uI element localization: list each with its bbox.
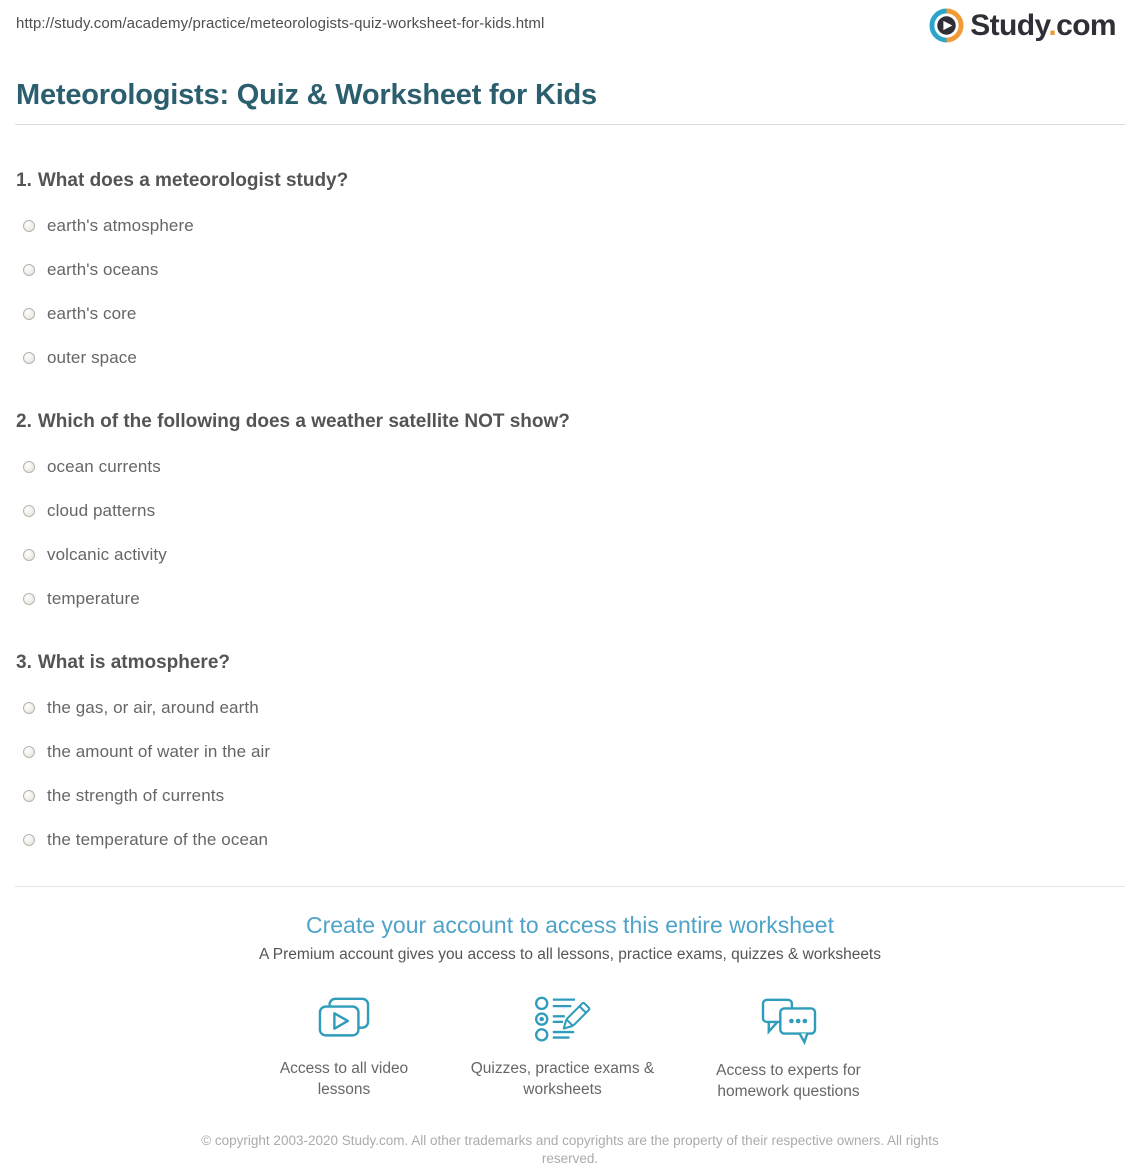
title-divider (15, 124, 1125, 125)
option-label: the strength of currents (47, 786, 225, 805)
option-label: earth's oceans (47, 260, 159, 279)
feature-label: Access to all video lessons (279, 1060, 409, 1098)
question-2-option-1[interactable] (16, 458, 1124, 475)
question-3-option-3[interactable] (16, 787, 1124, 804)
question-block-3 (16, 652, 1124, 848)
cta-section (0, 911, 1140, 1102)
question-block-1 (16, 170, 1124, 366)
study-com-logo[interactable] (929, 8, 1116, 43)
option-label: outer space (47, 348, 137, 367)
question-block-2 (16, 411, 1124, 607)
question-3-title (16, 652, 1124, 674)
question-1-option-3[interactable] (16, 305, 1124, 322)
logo-com-text: com (1056, 8, 1116, 42)
page-title: Meteorologists: Quiz & Worksheet for Kids (16, 79, 597, 111)
question-1-title (16, 170, 1124, 192)
logo-dot: . (1048, 8, 1057, 42)
option-label: the gas, or air, around earth (47, 698, 259, 717)
feature-label: Access to experts for homework questions (716, 1062, 861, 1100)
play-circle-logo-icon (929, 8, 970, 43)
question-1-number: 1. (16, 170, 32, 191)
radio-button-icon[interactable] (23, 220, 35, 232)
create-account-link[interactable]: Create your account to access this entire worksheet (306, 912, 834, 938)
video-lessons-icon (313, 995, 375, 1047)
question-1-option-1[interactable] (16, 217, 1124, 234)
question-1-option-4[interactable] (16, 349, 1124, 366)
feature-quizzes-worksheets (465, 995, 660, 1100)
question-2-number: 2. (16, 411, 32, 432)
option-label: the amount of water in the air (47, 742, 271, 761)
option-label: the temperature of the ocean (47, 830, 269, 849)
question-1-option-2[interactable] (16, 261, 1124, 278)
features-row (0, 995, 1140, 1102)
radio-button-icon[interactable] (23, 593, 35, 605)
question-3-option-4[interactable] (16, 831, 1124, 848)
experts-chat-icon (757, 995, 821, 1047)
question-3-text: What is atmosphere? (37, 652, 231, 673)
cta-divider (15, 886, 1125, 887)
option-label: cloud patterns (47, 501, 156, 520)
radio-button-icon[interactable] (23, 352, 35, 364)
radio-button-icon[interactable] (23, 549, 35, 561)
option-label: ocean currents (47, 457, 161, 476)
radio-button-icon[interactable] (23, 834, 35, 846)
radio-button-icon[interactable] (23, 746, 35, 758)
radio-button-icon[interactable] (23, 702, 35, 714)
question-3-number: 3. (16, 652, 32, 673)
question-1-text: What does a meteorologist study? (37, 170, 349, 191)
page-url: http://study.com/academy/practice/meteorologists-quiz-worksheet-for-kids.html (16, 15, 545, 32)
logo-wordmark (970, 9, 1116, 43)
logo-study-text: Study (970, 8, 1049, 42)
question-2-title (16, 411, 1124, 433)
question-3-option-2[interactable] (16, 743, 1124, 760)
question-2-text: Which of the following does a weather satellite NOT show? (37, 411, 570, 432)
radio-button-icon[interactable] (23, 790, 35, 802)
feature-expert-help (706, 995, 871, 1102)
page-header (0, 0, 1140, 42)
option-label: volcanic activity (47, 545, 167, 564)
radio-button-icon[interactable] (23, 461, 35, 473)
option-label: earth's core (47, 304, 137, 323)
radio-button-icon[interactable] (23, 308, 35, 320)
radio-button-icon[interactable] (23, 505, 35, 517)
question-3-option-1[interactable] (16, 699, 1124, 716)
premium-subtitle: A Premium account gives you access to all lessons, practice exams, quizzes & worksheets (259, 946, 881, 963)
radio-button-icon[interactable] (23, 264, 35, 276)
quizzes-worksheets-icon (532, 995, 594, 1047)
option-label: earth's atmosphere (47, 216, 194, 235)
feature-label: Quizzes, practice exams & worksheets (470, 1060, 655, 1098)
feature-video-lessons (269, 995, 419, 1100)
copyright-notice: © copyright 2003-2020 Study.com. All other trademarks and copyrights are the property of their respective owners. All rights reserved. (201, 1133, 939, 1166)
quiz-body (0, 170, 1140, 848)
question-2-option-2[interactable] (16, 502, 1124, 519)
option-label: temperature (47, 589, 140, 608)
question-2-option-4[interactable] (16, 590, 1124, 607)
question-2-option-3[interactable] (16, 546, 1124, 563)
